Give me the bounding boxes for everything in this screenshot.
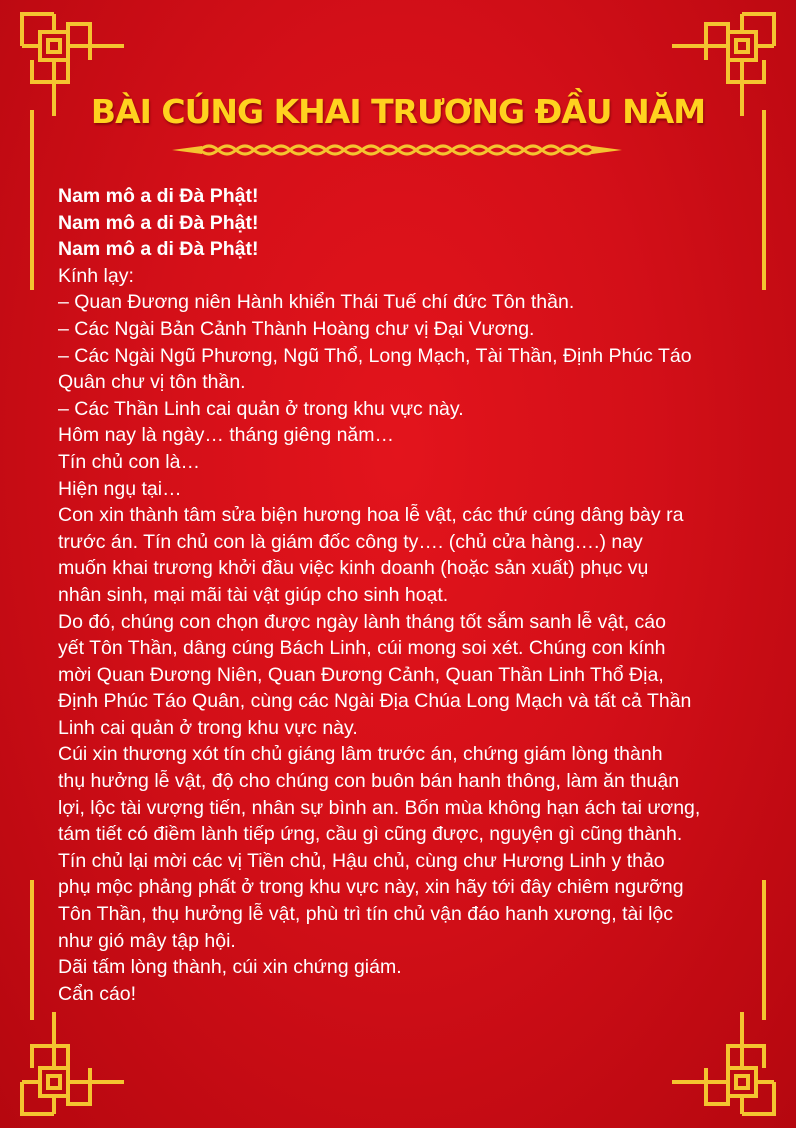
prayer-line: Dãi tấm lòng thành, cúi xin chứng giám. [58,956,402,979]
prayer-text [58,183,758,1007]
prayer-line: – Các Ngài Bản Cảnh Thành Hoàng chư vị Đại Vương. [58,317,535,340]
prayer-line: – Các Thần Linh cai quản ở trong khu vực này. [58,397,464,420]
title-divider-icon [172,139,622,161]
prayer-line: Hôm nay là ngày… tháng giêng năm… [58,424,395,447]
prayer-line: Quân chư vị tôn thần. [58,371,246,394]
border-line-right-top [762,110,766,290]
prayer-line: Hiện ngụ tại… [58,477,182,500]
prayer-line: Tín chủ con là… [58,450,200,473]
prayer-line: tám tiết có điềm lành tiếp ứng, cầu gì cũng được, nguyện gì cũng thành. [58,823,683,846]
prayer-line: Con xin thành tâm sửa biện hương hoa lễ vật, các thứ cúng dâng bày ra [58,504,684,527]
prayer-line: yết Tôn Thần, dâng cúng Bách Linh, cúi mong soi xét. Chúng con kính [58,637,666,660]
prayer-line: lợi, lộc tài vượng tiến, nhân sự bình an. Bốn mùa không hạn ách tai ương, [58,796,701,819]
prayer-line: Cẩn cáo! [58,982,137,1005]
prayer-line: Tín chủ lại mời các vị Tiền chủ, Hậu chủ, cùng chư Hương Linh y thảo [58,849,665,872]
prayer-line: muốn khai trương khởi đầu việc kinh doanh (hoặc sản xuất) phục vụ [58,557,649,580]
prayer-line: Nam mô a di Đà Phật! [58,211,259,234]
prayer-line: trước án. Tín chủ con là giám đốc công ty…. (chủ cửa hàng….) nay [58,530,643,553]
border-line-right-bottom [762,880,766,1020]
prayer-line: Linh cai quản ở trong khu vực này. [58,716,358,739]
border-line-left-top [30,110,34,290]
prayer-line: Định Phúc Táo Quân, cùng các Ngài Địa Chúa Long Mạch và tất cả Thần [58,690,692,713]
prayer-line: mời Quan Đương Niên, Quan Đương Cảnh, Quan Thần Linh Thổ Địa, [58,663,664,686]
prayer-line: Cúi xin thương xót tín chủ giáng lâm trước án, chứng giám lòng thành [58,743,663,766]
prayer-line: Nam mô a di Đà Phật! [58,185,259,207]
corner-ornament-bottom-left-icon [18,1008,128,1118]
prayer-line: như gió mây tập hội. [58,929,236,952]
prayer-line: Tôn Thần, thụ hưởng lễ vật, phù trì tín chủ vận đáo hanh xương, tài lộc [58,903,674,926]
prayer-line: Kính lạy: [58,264,134,287]
prayer-line: – Các Ngài Ngũ Phương, Ngũ Thổ, Long Mạch, Tài Thần, Định Phúc Táo [58,344,692,367]
prayer-line: phụ mộc phảng phất ở trong khu vực này, xin hãy tới đây chiêm ngưỡng [58,876,684,899]
prayer-line: Do đó, chúng con chọn được ngày lành tháng tốt sắm sanh lễ vật, cáo [58,610,666,633]
prayer-line: Nam mô a di Đà Phật! [58,238,259,261]
corner-ornament-bottom-right-icon [668,1008,778,1118]
prayer-line: nhân sinh, mại mãi tài vật giúp cho sinh hoạt. [58,583,449,606]
prayer-line: – Quan Đương niên Hành khiển Thái Tuế chí đức Tôn thần. [58,291,575,314]
border-line-left-bottom [30,880,34,1020]
prayer-line: thụ hưởng lễ vật, độ cho chúng con buôn bán hanh thông, làm ăn thuận [58,770,680,793]
page-title: BÀI CÚNG KHAI TRƯƠNG ĐẦU NĂM [90,92,706,131]
